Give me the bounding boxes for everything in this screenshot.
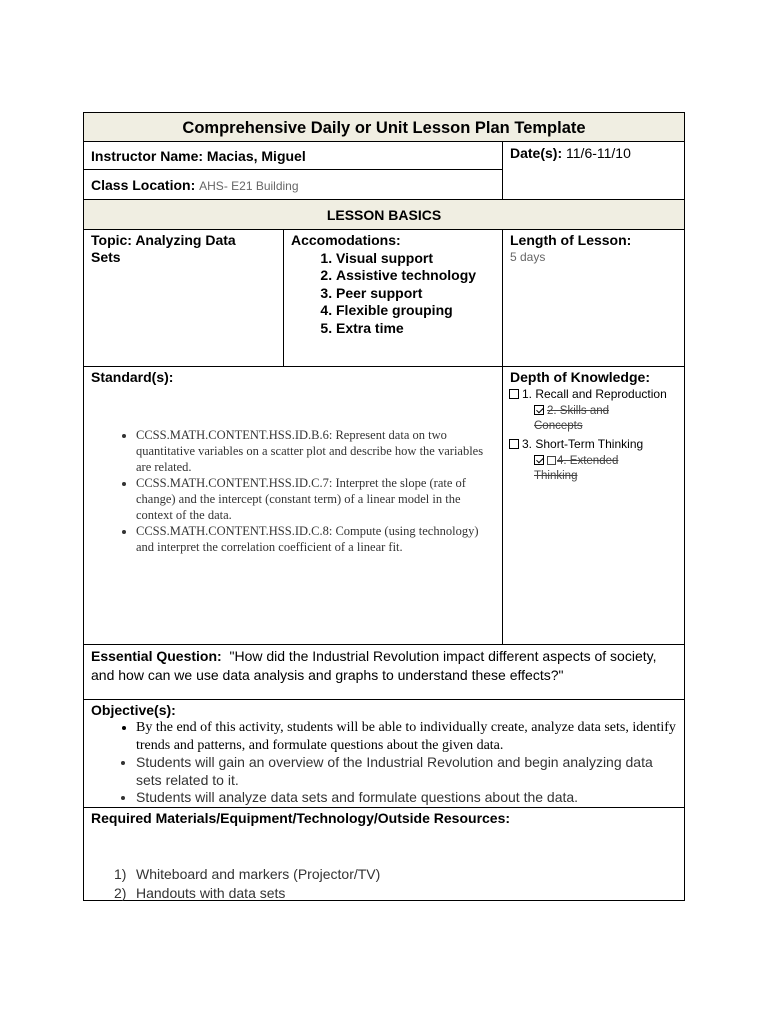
instructor-location-cell [84, 142, 503, 199]
dok-level-2-label: 2. Skills and Concepts [534, 405, 610, 432]
document-title: Comprehensive Daily or Unit Lesson Plan Template [83, 112, 685, 142]
materials-label: Required Materials/Equipment/Technology/Outside Resources: [91, 810, 511, 826]
dok-level-2 [534, 404, 624, 434]
materials-row [83, 808, 685, 901]
standard-item: • CCSS.MATH.CONTENT.HSS.ID.C.7: Interpret the slope (rate of change) and the intercept (constant term) of a linear model in the context of the data. [136, 475, 494, 523]
essential-question-row [83, 645, 685, 700]
instructor-field [84, 142, 502, 170]
standard-item: • CCSS.MATH.CONTENT.HSS.ID.B.6: Represent data on two quantitative variables on a scatter plot and describe how the variables are related. [136, 427, 494, 475]
objective-item: • Students will gain an overview of the Industrial Revolution and begin analyzing data sets related to it. [136, 754, 678, 789]
standards-list [91, 427, 494, 555]
material-item: 1) Whiteboard and markers (Projector/TV) [114, 866, 381, 882]
dates-cell [503, 142, 684, 199]
topic-cell [84, 230, 284, 366]
length-value: 5 days [510, 250, 546, 264]
material-item-text: Whiteboard and markers (Projector/TV) [136, 866, 381, 882]
length-cell [503, 230, 684, 366]
class-location-label: Class Location: [91, 177, 196, 193]
header-row [83, 142, 685, 200]
class-location-value: AHS- E21 Building [199, 179, 299, 193]
class-location-field [84, 170, 502, 193]
essential-question-value: "How did the Industrial Revolution impact different aspects of society, and how can we use data analysis and graphs to understand these effects?" [91, 648, 657, 683]
lesson-basics-heading: LESSON BASICS [83, 200, 685, 230]
standards-label: Standard(s): [91, 369, 174, 385]
dok-level-4 [534, 454, 629, 484]
dok-level-3 [509, 436, 684, 452]
objective-item: • By the end of this activity, students will be able to individually create, analyze data sets, identify trends and patterns, and formulate questions about the given data. [136, 719, 678, 754]
dok-label: Depth of Knowledge: [510, 369, 650, 385]
accommodation-item: 2. Assistive technology [336, 267, 502, 285]
materials-list [91, 865, 678, 903]
objectives-row [83, 700, 685, 808]
objectives-label: Objective(s): [91, 702, 176, 718]
length-label: Length of Lesson: [510, 232, 632, 248]
dok-level-4-label [534, 455, 618, 482]
objectives-list [91, 719, 678, 807]
dok-level-1 [509, 386, 684, 402]
instructor-label: Instructor Name: [91, 148, 204, 164]
accommodation-item: 5. Extra time [336, 320, 502, 338]
material-item: 2) Handouts with data sets [114, 885, 286, 901]
dok-level-1-label: 1. Recall and Reproduction [522, 387, 667, 401]
checked-checkbox-icon[interactable] [534, 455, 544, 465]
accommodation-item: 4. Flexible grouping [336, 302, 502, 320]
checkbox-icon[interactable] [509, 389, 519, 399]
accommodations-cell [284, 230, 503, 366]
accommodations-list [291, 250, 502, 338]
topic-label-line2: Sets [91, 249, 121, 265]
standards-cell [84, 367, 503, 644]
objective-item: • Students will analyze data sets and formulate questions about the data. [136, 789, 678, 807]
standards-row [83, 367, 685, 645]
dok-level-4-text: 4. Extended Thinking [534, 455, 619, 482]
checkbox-icon[interactable] [509, 439, 519, 449]
essential-question-label: Essential Question: [91, 648, 222, 664]
lesson-plan-table [83, 112, 685, 901]
dok-cell [503, 367, 684, 644]
dates-value: 11/6-11/10 [566, 145, 631, 161]
accommodation-item: 1. Visual support [336, 250, 502, 268]
checkbox-icon [547, 456, 556, 465]
accommodation-item: 3. Peer support [336, 285, 502, 303]
material-item-text: Handouts with data sets [136, 885, 286, 901]
accommodations-label: Accomodations: [291, 232, 401, 248]
basics-row [83, 230, 685, 367]
standard-item: • CCSS.MATH.CONTENT.HSS.ID.C.8: Compute (using technology) and interpret the correlation coefficient of a linear fit. [136, 523, 494, 555]
dok-level-3-label: 3. Short-Term Thinking [522, 437, 644, 451]
dates-label: Date(s): [510, 145, 563, 161]
topic-label: Topic: Analyzing Data [91, 232, 236, 248]
instructor-value: Macias, Miguel [206, 148, 306, 164]
checked-checkbox-icon[interactable] [534, 405, 544, 415]
